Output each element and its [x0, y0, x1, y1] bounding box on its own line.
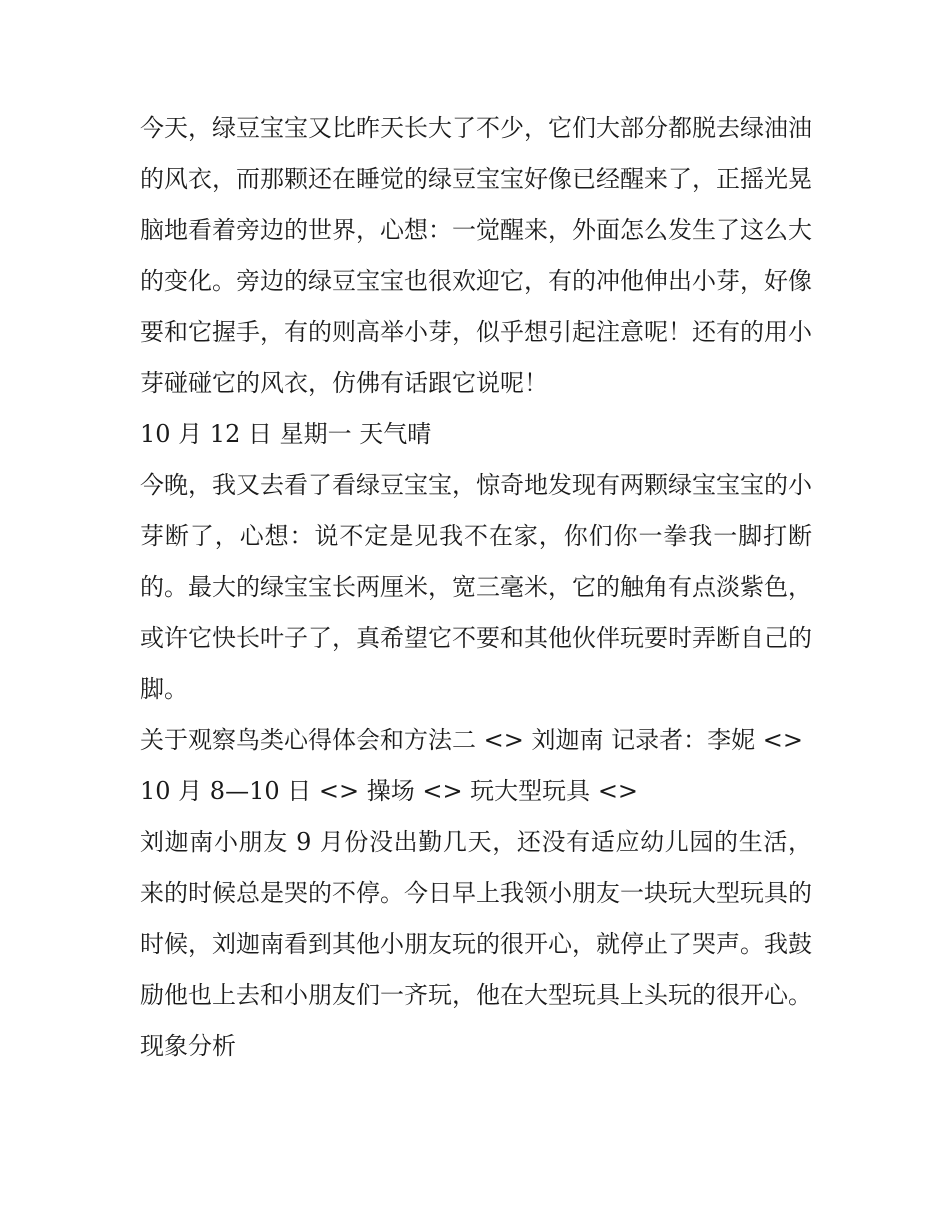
paragraph-child-observation: 刘迦南小朋友 9 月份没出勤几天，还没有适应幼儿园的生活，来的时候总是哭的不停。今日早上我领小朋友一块玩大型玩具的时候，刘迦南看到其他小朋友玩的很开心，就停止了哭声。我鼓励他也上去和小朋友们一齐玩，他在大型玩具上头玩的很开心。: [140, 828, 812, 1009]
paragraph-sprouts-broken: 今晚，我又去看了看绿豆宝宝，惊奇地发现有两颗绿宝宝宝的小芽断了，心想：说不定是见我不在家，你们你一拳我一脚打断的。最大的绿宝宝长两厘米，宽三毫米，它的触角有点淡紫色，或许它快长叶子了，真希望它不要和其他伙伴玩要时弄断自己的脚。: [140, 471, 812, 703]
section-heading-analysis: 现象分析: [140, 1032, 236, 1060]
paragraph-mung-bean-growth: 今天，绿豆宝宝又比昨天长大了不少，它们大部分都脱去绿油油的风衣，而那颗还在睡觉的绿豆宝宝好像已经醒来了，正摇光晃脑地看着旁边的世界，心想：一觉醒来，外面怎么发生了这么大的变化。旁边的绿豆宝宝也很欢迎它，有的冲他伸出小芽，好像要和它握手，有的则高举小芽，似乎想引起注意呢！还有的用小芽碰碰它的风衣，仿佛有话跟它说呢！: [140, 114, 812, 397]
observation-title-line: 关于观察鸟类心得体会和方法二 <> 刘迦南 记录者：李妮 <>: [140, 726, 803, 754]
document-body: [140, 103, 812, 1072]
observation-meta-line: 10 月 8—10 日 <> 操场 <> 玩大型玩具 <>: [140, 777, 639, 805]
diary-date-heading: 10 月 12 日 星期一 天气晴: [140, 420, 432, 448]
